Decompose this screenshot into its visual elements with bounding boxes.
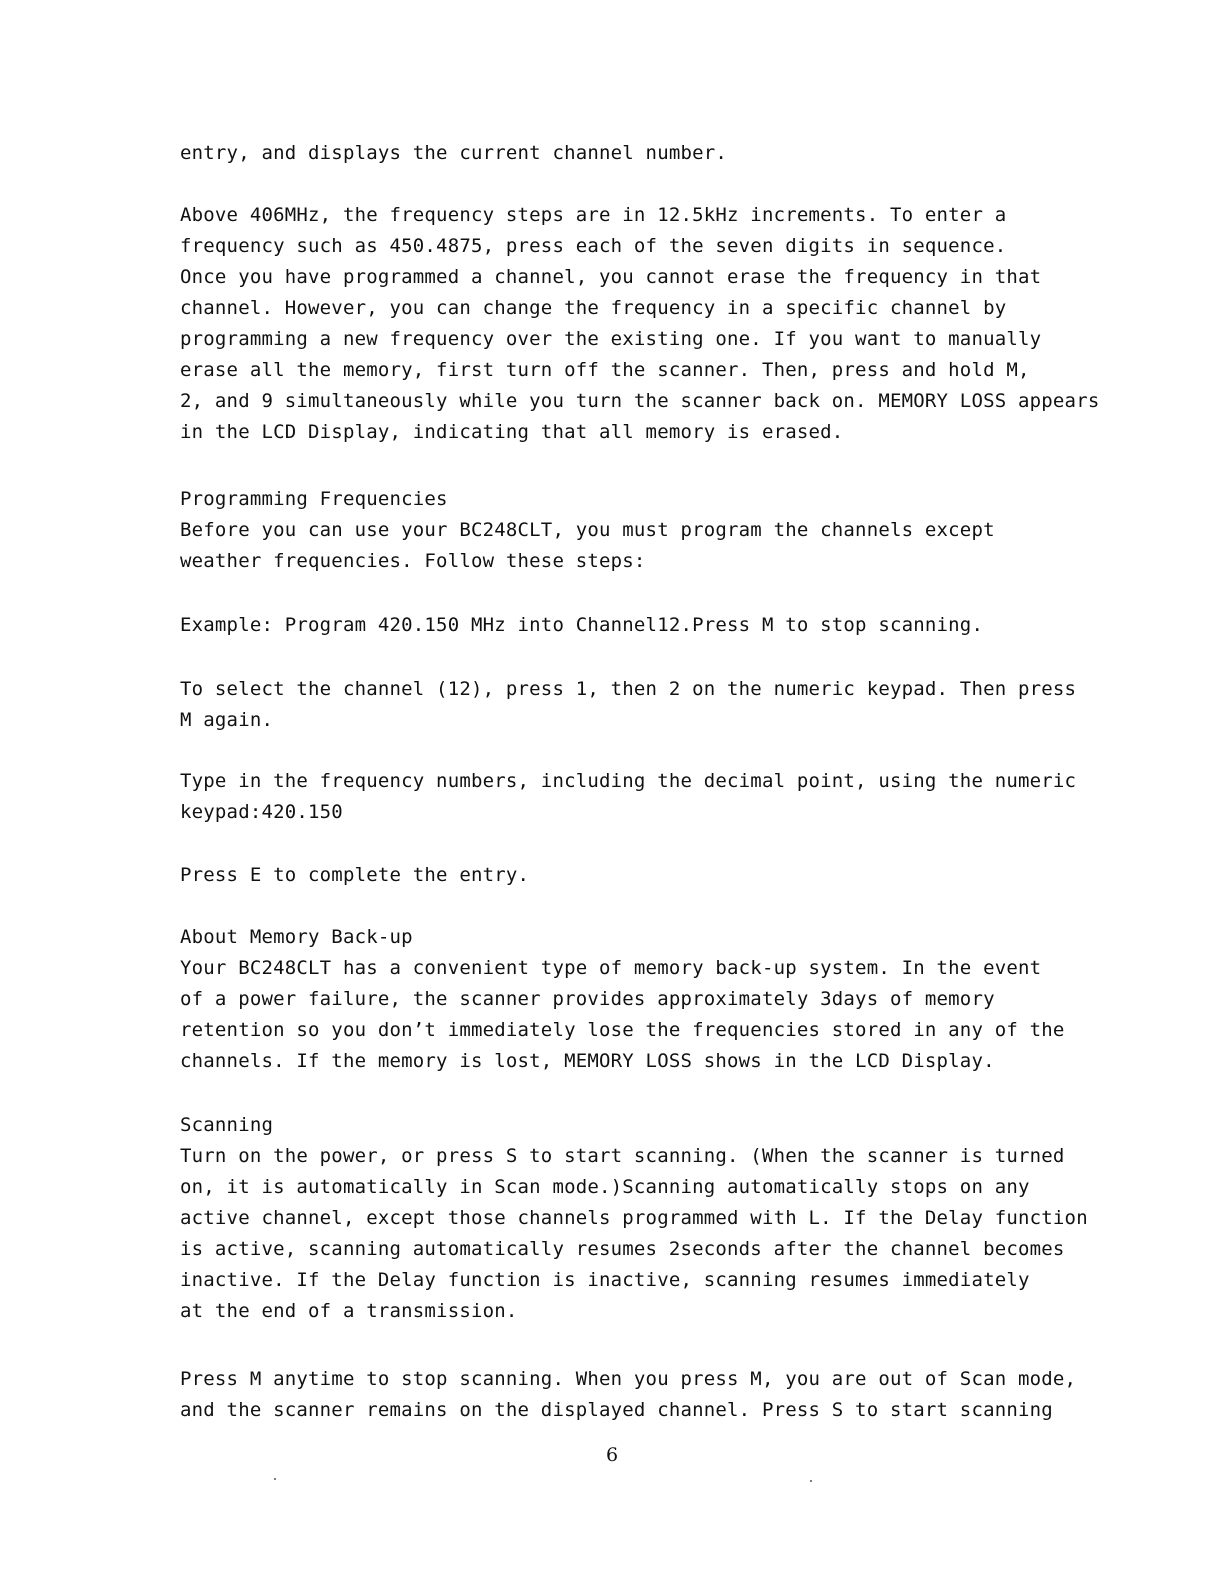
- text-line: channels. If the memory is lost, MEMORY LOSS shows in the LCD Display.: [180, 1050, 995, 1072]
- text-line: Your BC248CLT has a convenient type of memory back-up system. In the event: [180, 957, 1042, 979]
- paragraph-stop-scanning: [180, 1364, 1077, 1426]
- page-number: 6: [605, 1444, 619, 1466]
- section-memory-backup: [180, 922, 1065, 1077]
- text-line: in the LCD Display, indicating that all memory is erased.: [180, 421, 844, 443]
- text-line: is active, scanning automatically resumes 2seconds after the channel becomes: [180, 1238, 1065, 1260]
- section-scanning: [180, 1110, 1088, 1327]
- text-line: on, it is automatically in Scan mode.)Scanning automatically stops on any: [180, 1176, 1030, 1198]
- text-line: Press M anytime to stop scanning. When you press M, you are out of Scan mode,: [180, 1368, 1077, 1390]
- paragraph-example: [180, 610, 1060, 641]
- text-line: of a power failure, the scanner provides approximately 3days of memory: [180, 988, 995, 1010]
- text-line: and the scanner remains on the displayed channel. Press S to start scanning: [180, 1399, 1053, 1421]
- paragraph-select-channel: [180, 674, 1077, 736]
- text-line: Example: Program 420.150 MHz into Channel12.Press M to stop scanning.: [180, 614, 984, 636]
- section-heading: Scanning: [180, 1114, 274, 1136]
- section-heading: Programming Frequencies: [180, 488, 448, 510]
- text-line: erase all the memory, first turn off the scanner. Then, press and hold M,: [180, 359, 1030, 381]
- text-line: at the end of a transmission.: [180, 1300, 518, 1322]
- text-line: weather frequencies. Follow these steps:: [180, 550, 646, 572]
- text-line: Press E to complete the entry.: [180, 864, 530, 886]
- text-line: frequency such as 450.4875, press each of the seven digits in sequence.: [180, 235, 1007, 257]
- text-line: retention so you don’t immediately lose the frequencies stored in any of the: [180, 1019, 1065, 1041]
- text-line: To select the channel (12), press 1, then 2 on the numeric keypad. Then press: [180, 678, 1077, 700]
- text-line: inactive. If the Delay function is inactive, scanning resumes immediately: [180, 1269, 1030, 1291]
- text-line: entry, and displays the current channel number.: [180, 142, 728, 164]
- text-line: 2, and 9 simultaneously while you turn the scanner back on. MEMORY LOSS appears: [180, 390, 1100, 412]
- scan-speck: [274, 1478, 276, 1480]
- text-line: Once you have programmed a channel, you cannot erase the frequency in that: [180, 266, 1042, 288]
- paragraph-complete-entry: [180, 860, 1060, 891]
- text-line: keypad:420.150: [180, 801, 343, 823]
- paragraph-frequency-steps: [180, 200, 1100, 448]
- paragraph-type-frequency: [180, 766, 1077, 828]
- text-line: Above 406MHz, the frequency steps are in 12.5kHz increments. To enter a: [180, 204, 1007, 226]
- text-line: Before you can use your BC248CLT, you must program the channels except: [180, 519, 995, 541]
- scan-speck: [810, 1480, 812, 1482]
- text-line: M again.: [180, 709, 274, 731]
- text-line: programming a new frequency over the existing one. If you want to manually: [180, 328, 1042, 350]
- section-programming-frequencies: [180, 484, 1060, 577]
- text-line: channel. However, you can change the frequency in a specific channel by: [180, 297, 1007, 319]
- text-line: Type in the frequency numbers, including the decimal point, using the numeric: [180, 770, 1077, 792]
- section-heading: About Memory Back-up: [180, 926, 413, 948]
- text-line: active channel, except those channels programmed with L. If the Delay function: [180, 1207, 1088, 1229]
- paragraph-channel-entry: [180, 138, 1060, 169]
- text-line: Turn on the power, or press S to start scanning. (When the scanner is turned: [180, 1145, 1065, 1167]
